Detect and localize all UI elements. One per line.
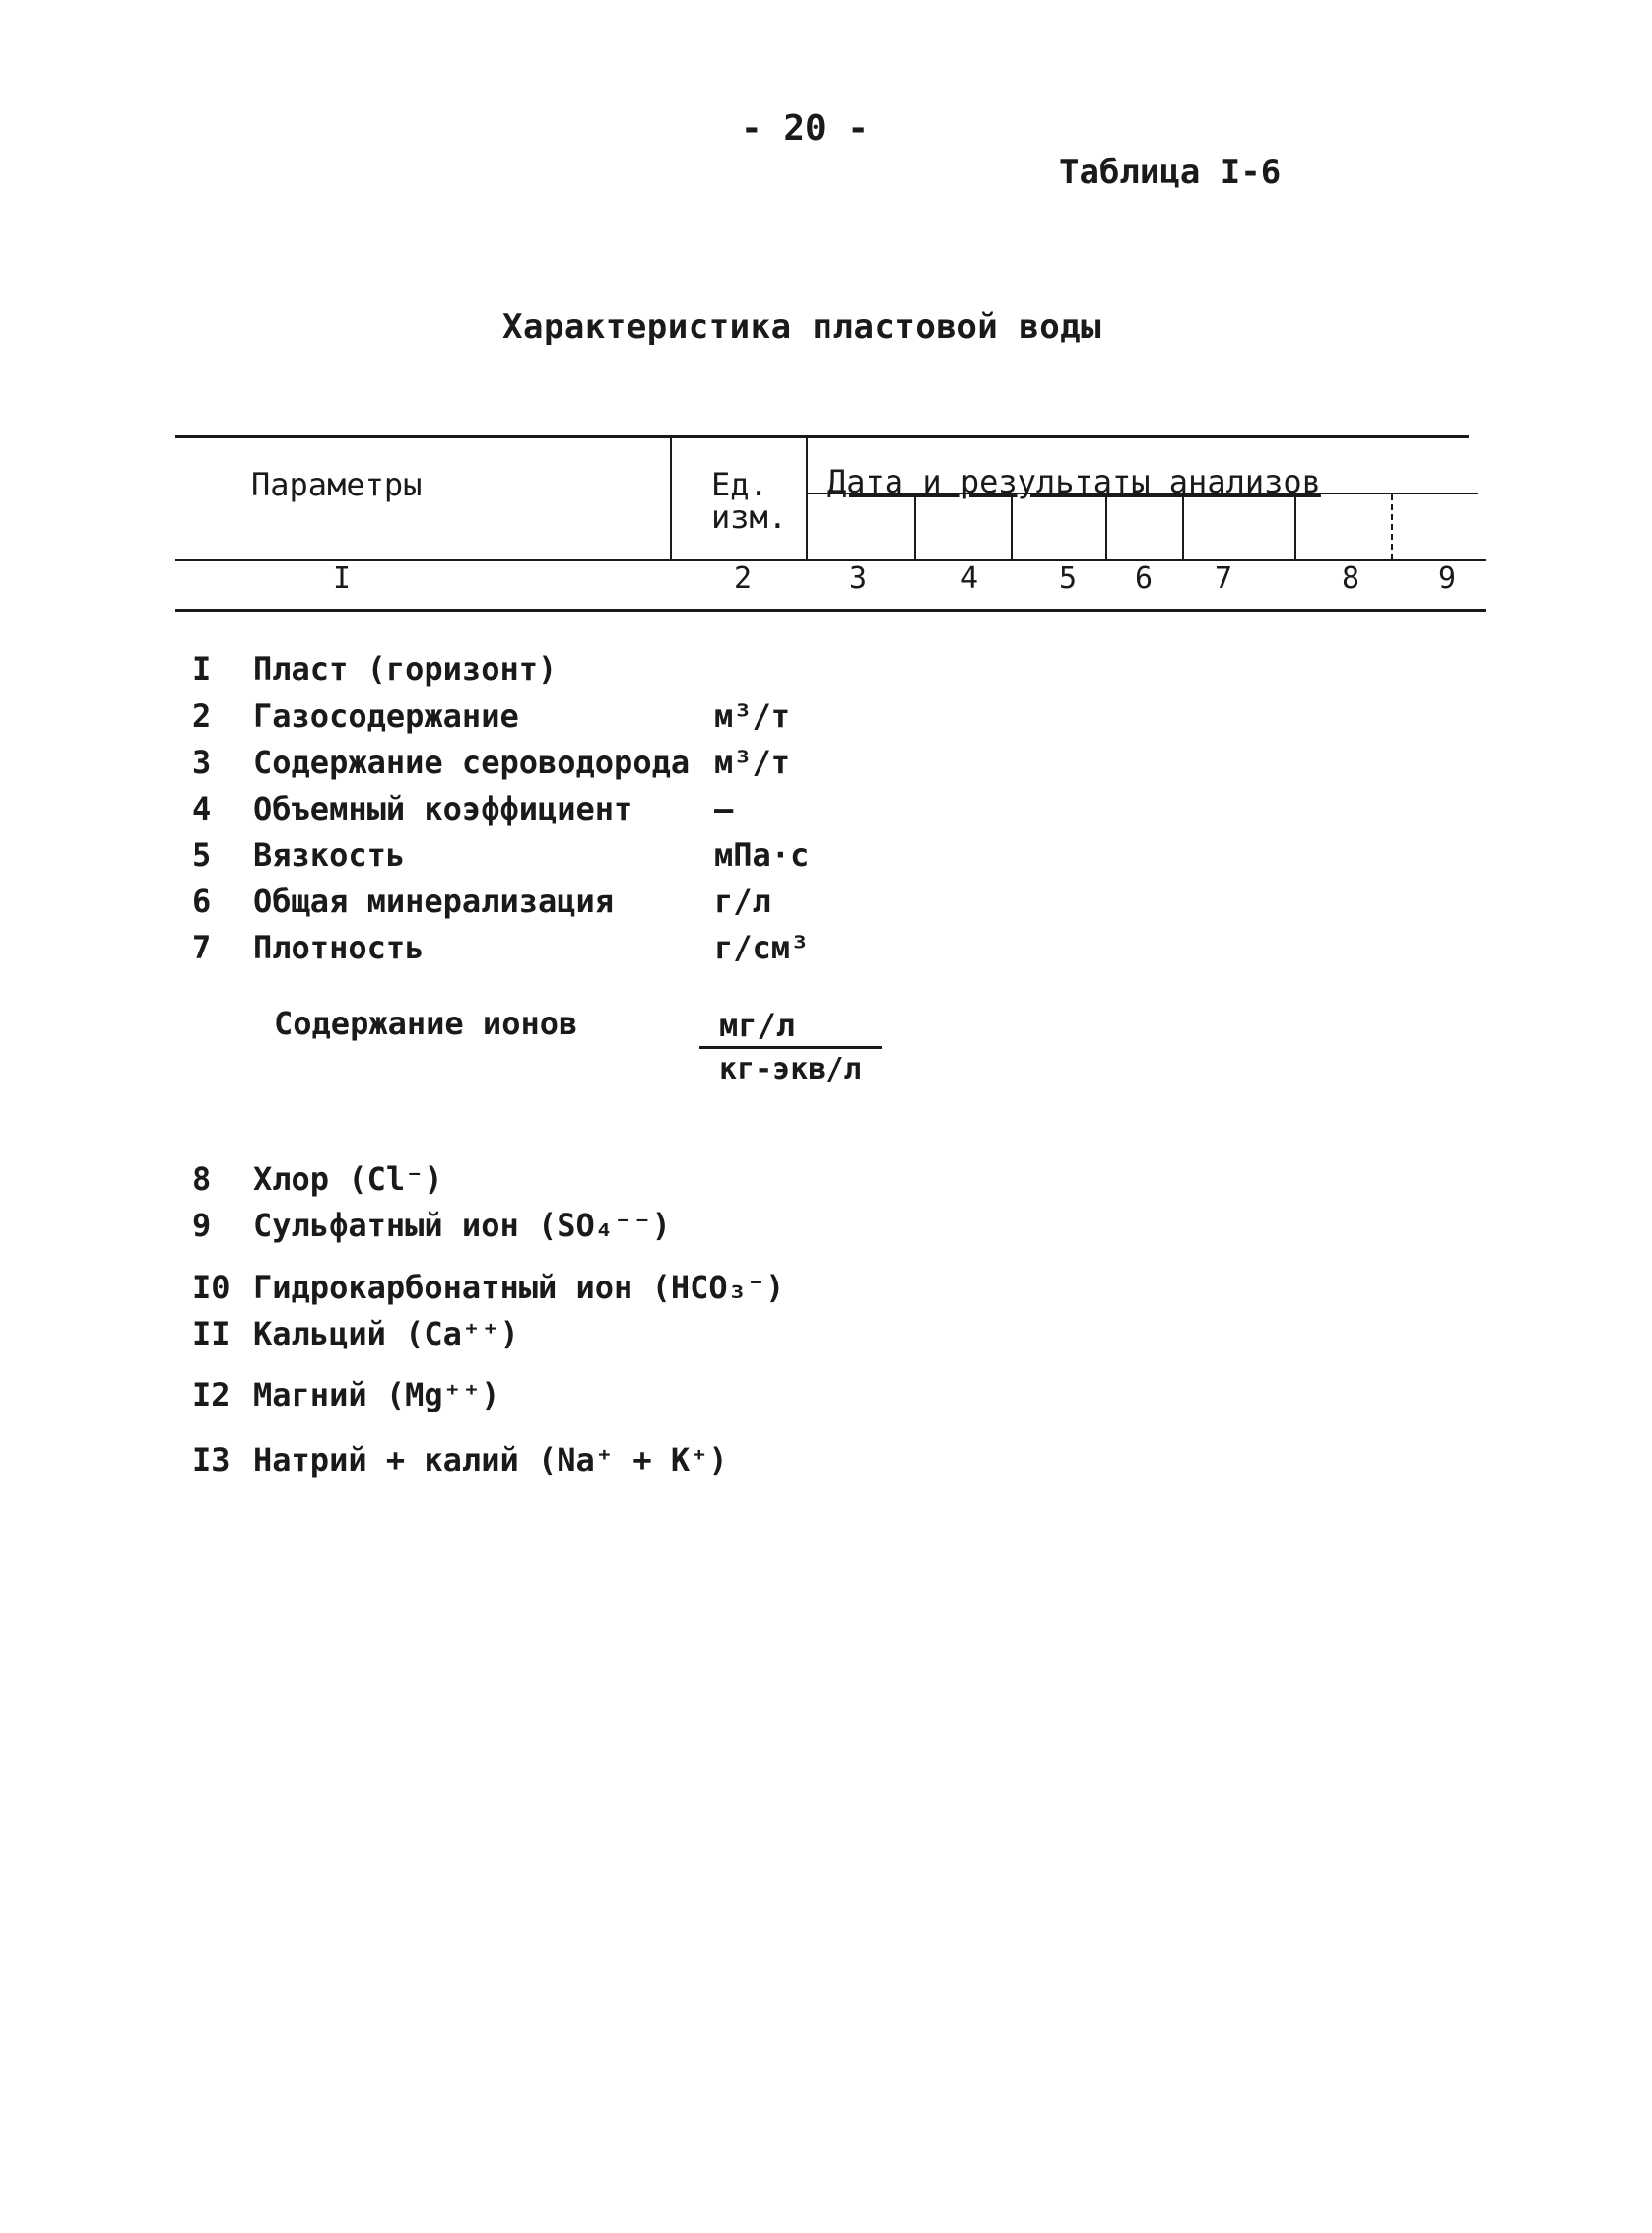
table-label: Таблица I-6	[1059, 153, 1282, 192]
row-label: Общая минерализация	[253, 883, 615, 920]
row-number: 4	[192, 790, 212, 827]
column-number-8: 8	[1342, 561, 1360, 596]
column-number-3: 3	[849, 561, 868, 596]
column-number-5: 5	[1059, 561, 1078, 596]
document-title: Характеристика пластовой воды	[502, 307, 1102, 347]
row-number: 9	[192, 1207, 212, 1244]
col-divider-4	[1011, 494, 1013, 559]
row-number: 7	[192, 929, 212, 966]
row-number: I0	[192, 1269, 231, 1306]
ions-unit-bottom: кг-экв/л	[719, 1052, 862, 1086]
row-number: 2	[192, 697, 212, 735]
row-unit: м³/т	[714, 697, 791, 735]
row-label: Плотность	[253, 929, 425, 966]
column-number-1: I	[333, 561, 352, 596]
fraction-bar	[699, 1046, 882, 1049]
row-label: Объемный коэффициент	[253, 790, 633, 827]
row-unit: г/л	[714, 883, 771, 920]
page-number: - 20 -	[741, 108, 870, 149]
ions-unit-top: мг/л	[719, 1007, 796, 1044]
row-unit: м³/т	[714, 744, 791, 781]
row-label: Кальций (Ca⁺⁺)	[253, 1315, 519, 1352]
column-number-2: 2	[734, 561, 753, 596]
row-number: I3	[192, 1441, 231, 1478]
header-top-rule	[175, 435, 1469, 438]
row-label: Вязкость	[253, 836, 406, 874]
row-number: 5	[192, 836, 212, 874]
row-number: 6	[192, 883, 212, 920]
row-number: 3	[192, 744, 212, 781]
col-divider-3	[914, 494, 916, 559]
row-label: Магний (Mg⁺⁺)	[253, 1376, 500, 1413]
header-params: Параметры	[251, 466, 423, 503]
row-label: Натрий + калий (Na⁺ + K⁺)	[253, 1441, 728, 1478]
row-unit: г/см³	[714, 929, 810, 966]
row-number: 8	[192, 1160, 212, 1198]
header-bottom-rule	[175, 609, 1486, 612]
col-divider-1	[670, 438, 672, 561]
column-number-4: 4	[960, 561, 979, 596]
row-label: Хлор (Cl⁻)	[253, 1160, 443, 1198]
row-number: I2	[192, 1376, 231, 1413]
row-label: Пласт (горизонт)	[253, 650, 558, 688]
row-label: Газосодержание	[253, 697, 519, 735]
column-number-9: 9	[1438, 561, 1457, 596]
col-divider-6	[1182, 494, 1184, 559]
row-unit: –	[714, 790, 734, 827]
column-number-6: 6	[1135, 561, 1154, 596]
ions-section-label: Содержание ионов	[274, 1005, 578, 1042]
col-divider-8	[1391, 494, 1393, 559]
header-unit-line1: Ед.	[711, 466, 768, 503]
row-unit: мПа·с	[714, 836, 810, 874]
row-label: Гидрокарбонатный ион (HCO₃⁻)	[253, 1269, 785, 1306]
column-number-7: 7	[1215, 561, 1233, 596]
row-number: II	[192, 1315, 231, 1352]
row-label: Содержание сероводорода	[253, 744, 691, 781]
row-label: Сульфатный ион (SO₄⁻⁻)	[253, 1207, 671, 1244]
header-unit-line2: изм.	[711, 498, 788, 536]
col-divider-2	[806, 438, 808, 561]
col-divider-5	[1105, 494, 1107, 559]
header-mid-rule	[175, 559, 1486, 561]
header-results: Дата и результаты анализов	[827, 463, 1321, 500]
col-divider-7	[1294, 494, 1296, 559]
row-number: I	[192, 650, 212, 688]
